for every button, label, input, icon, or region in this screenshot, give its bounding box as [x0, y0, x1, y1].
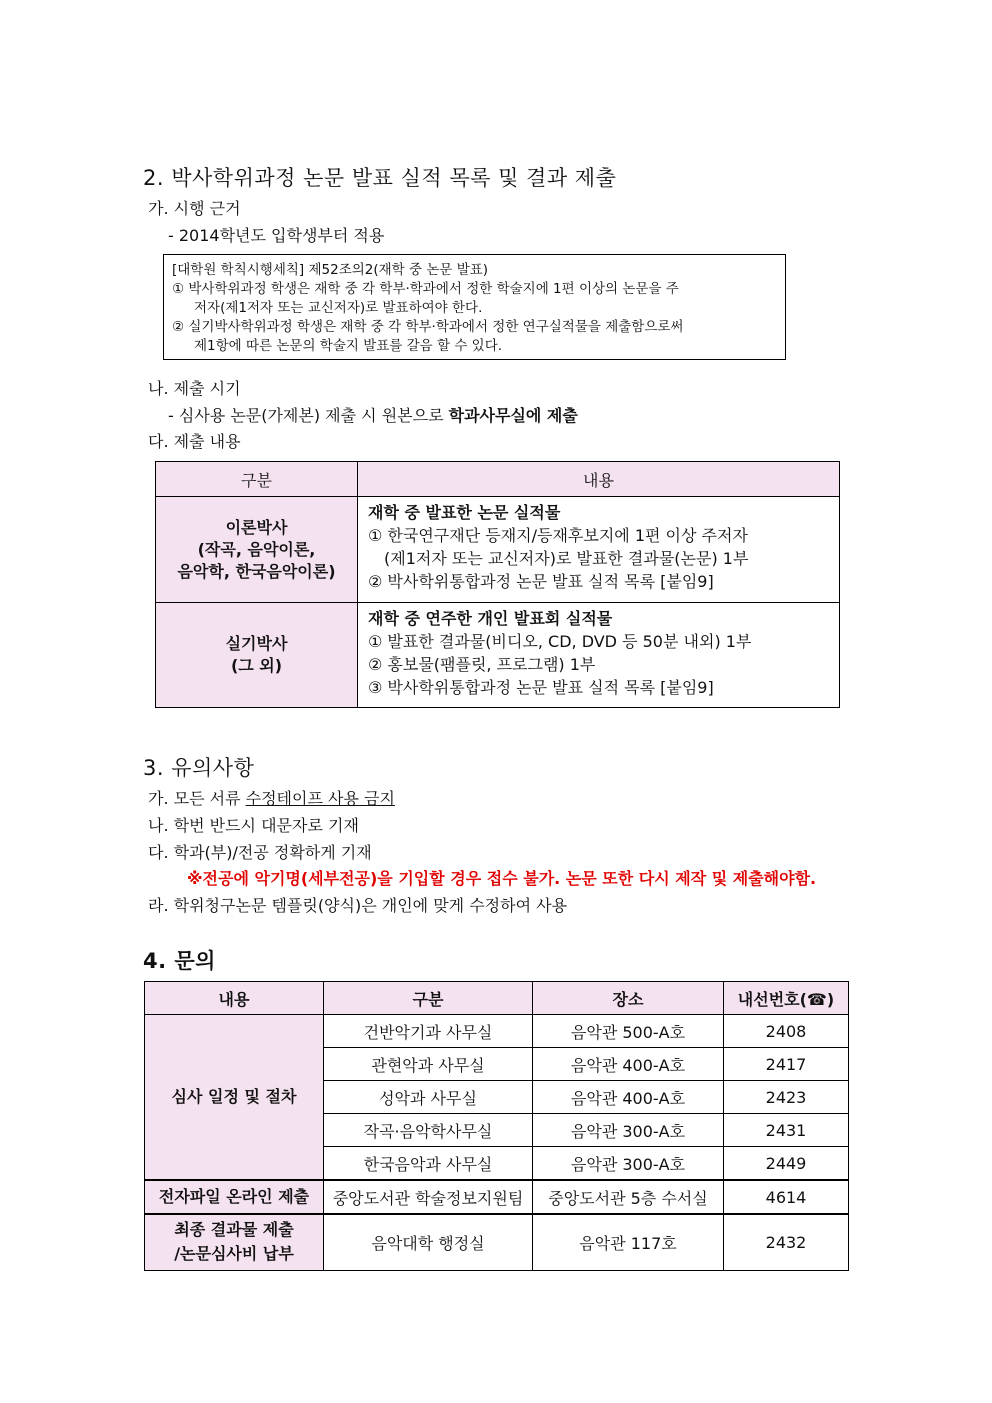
category-line: 음악학, 한국음악이론): [177, 561, 336, 581]
content-heading: 재학 중 연주한 개인 발표회 실적물: [368, 609, 613, 628]
section2-na-heading: 나. 제출 시기: [148, 379, 241, 398]
dept-cell: 건반악기과 사무실: [324, 1015, 533, 1048]
dept-cell: 중앙도서관 학술정보지원팀: [324, 1180, 533, 1214]
table-row: [145, 1214, 849, 1270]
content-line: ② 홍보물(팸플릿, 프로그램) 1부: [368, 655, 596, 674]
section2-da-heading: 다. 제출 내용: [148, 432, 241, 451]
ext-cell: 2423: [724, 1081, 849, 1114]
content-line: (제1저자 또는 교신저자)로 발표한 결과물(논문) 1부: [384, 549, 749, 568]
table-row: [145, 1180, 849, 1214]
section3-ga-underlined: 수정테이프 사용 금지: [245, 789, 395, 808]
place-cell: 음악관 300-A호: [533, 1114, 724, 1147]
ext-cell: 2432: [724, 1214, 849, 1270]
column-header: 내용: [145, 982, 324, 1015]
place-cell: 음악관 117호: [533, 1214, 724, 1270]
section3-warning: ※전공에 악기명(세부전공)을 기입할 경우 접수 불가. 논문 또한 다시 제작 및 제출해야함.: [187, 869, 817, 888]
category-cell: [156, 497, 358, 603]
category-line: 실기박사: [225, 634, 288, 653]
ext-cell: 2417: [724, 1048, 849, 1081]
column-header: 구분: [324, 982, 533, 1015]
table-header-row: [156, 462, 840, 497]
category-line: (작곡, 음악이론,: [197, 539, 316, 559]
section3-ra: 라. 학위청구논문 템플릿(양식)은 개인에 맞게 수정하여 사용: [148, 896, 568, 915]
place-cell: 음악관 500-A호: [533, 1015, 724, 1048]
section2-title: 2. 박사학위과정 논문 발표 실적 목록 및 결과 제출: [143, 166, 617, 190]
rule-line: 제1항에 따른 논문의 학술지 발표를 갈음 할 수 있다.: [194, 338, 503, 354]
rule-line: ① 박사학위과정 학생은 재학 중 각 학부·학과에서 정한 학술지에 1편 이상의 논문을 주: [172, 281, 679, 297]
group-label-cell: [145, 1214, 324, 1270]
table-row: [156, 603, 840, 708]
contact-table: [144, 981, 849, 1271]
content-line: ① 발표한 결과물(비디오, CD, DVD 등 50분 내외) 1부: [368, 632, 752, 651]
dept-cell: 한국음악과 사무실: [324, 1147, 533, 1181]
section3-na: 나. 학번 반드시 대문자로 기재: [148, 816, 359, 835]
content-cell: [358, 497, 840, 603]
ext-cell: 2431: [724, 1114, 849, 1147]
section3-da: 다. 학과(부)/전공 정확하게 기재: [148, 843, 372, 862]
section2-ga-item: - 2014학년도 입학생부터 적용: [168, 226, 385, 245]
section4-title: 4. 문의: [143, 949, 216, 973]
dept-cell: 관현악과 사무실: [324, 1048, 533, 1081]
ext-cell: 2408: [724, 1015, 849, 1048]
content-cell: [358, 603, 840, 708]
section2-ga-heading: 가. 시행 근거: [148, 199, 241, 218]
place-cell: 음악관 300-A호: [533, 1147, 724, 1181]
category-line: 이론박사: [225, 517, 288, 537]
content-line: ③ 박사학위통합과정 논문 발표 실적 목록 [붙임9]: [368, 678, 714, 697]
place-cell: 음악관 400-A호: [533, 1081, 724, 1114]
column-header: 내용: [358, 462, 840, 497]
section3-title: 3. 유의사항: [143, 756, 255, 780]
na-item-emphasis: 학과사무실에 제출: [448, 406, 578, 425]
rule-title: [대학원 학칙시행세칙] 제52조의2(재학 중 논문 발표): [172, 262, 489, 278]
rule-line: 저자(제1저자 또는 교신저자)로 발표하여야 한다.: [194, 300, 483, 316]
section2-na-item: [168, 403, 578, 426]
na-item-text: - 심사용 논문(가제본) 제출 시 원본으로: [168, 406, 449, 425]
content-heading: 재학 중 발표한 논문 실적물: [368, 503, 561, 522]
category-cell: [156, 603, 358, 708]
rule-box: [163, 254, 786, 360]
dept-cell: 작곡·음악학사무실: [324, 1114, 533, 1147]
group-label-line: 최종 결과물 제출: [174, 1220, 294, 1240]
submission-table: [155, 461, 840, 708]
table-row: [156, 497, 840, 603]
group-label-cell: 전자파일 온라인 제출: [145, 1180, 324, 1214]
rule-line: ② 실기박사학위과정 학생은 재학 중 각 학부·학과에서 정한 연구실적물을 제출함으로써: [172, 319, 684, 335]
content-line: ② 박사학위통합과정 논문 발표 실적 목록 [붙임9]: [368, 572, 714, 591]
table-row: [145, 1015, 849, 1048]
table-header-row: [145, 982, 849, 1015]
column-header: 장소: [533, 982, 724, 1015]
ext-cell: 4614: [724, 1180, 849, 1214]
category-line: (그 외): [230, 656, 283, 675]
dept-cell: 음악대학 행정실: [324, 1214, 533, 1270]
column-header: 구분: [156, 462, 358, 497]
group-label-line: /논문심사비 납부: [174, 1244, 294, 1264]
section3-ga: [148, 786, 395, 809]
group-label-cell: 심사 일정 및 절차: [145, 1015, 324, 1181]
place-cell: 중앙도서관 5층 수서실: [533, 1180, 724, 1214]
dept-cell: 성악과 사무실: [324, 1081, 533, 1114]
section3-ga-text: 가. 모든 서류: [148, 789, 246, 808]
place-cell: 음악관 400-A호: [533, 1048, 724, 1081]
column-header: 내선번호(☎): [724, 982, 849, 1015]
ext-cell: 2449: [724, 1147, 849, 1181]
content-line: ① 한국연구재단 등재지/등재후보지에 1편 이상 주저자: [368, 526, 748, 545]
